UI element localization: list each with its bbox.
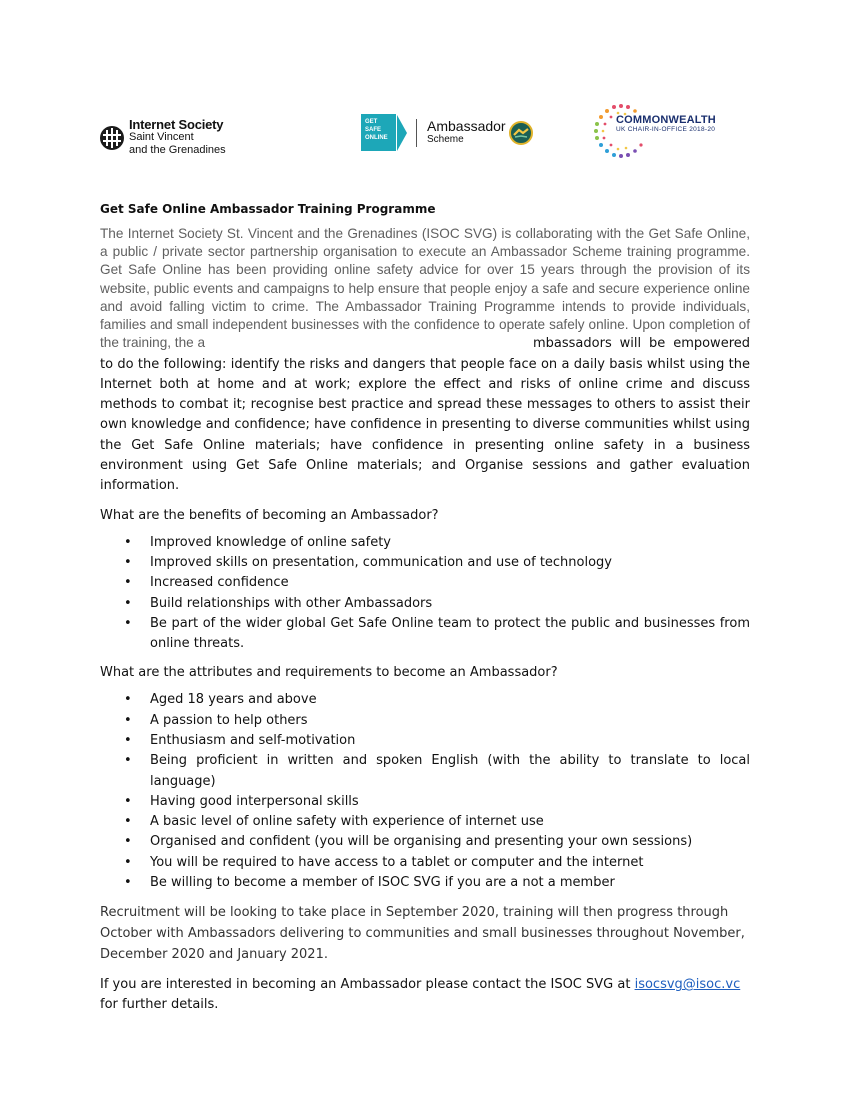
intro-paragraph-lead: The Internet Society St. Vincent and the Grenadines (ISOC SVG) is collaborating with the Get Safe Online, a public / private sector partnership organisation to execute an Ambassador Scheme training programme. Get Safe Online has been providing online safety advice for over 15 years through the provision of its website, public events and campaigns to help ensure that people enjoy a safe and secure experience online and avoid falling victim to crime. The Ambassador Training Programme intends to provide individuals, families and small independent businesses with the confidence to operate safely online. Upon completion of the training, the a <box>100 226 750 351</box>
list-item: • You will be required to have access to a tablet or computer and the internet <box>124 854 644 870</box>
recruitment-paragraph: Recruitment will be looking to take place in September 2020, training will then progress through October with Ambassadors delivering to communities and small businesses throughout November, December 2020 and January 2021. <box>100 905 745 962</box>
list-item: • Being proficient in written and spoken English (with the ability to translate to local language) <box>124 753 750 789</box>
benefits-question: What are the benefits of becoming an Ambassador? <box>100 507 439 523</box>
commonwealth-wordmark: COMMONWEALTH UK CHAIR-IN-OFFICE 2018-20 <box>616 114 716 133</box>
list-item: • Having good interpersonal skills <box>124 793 359 809</box>
get-safe-online-ambassador-logo <box>361 114 533 151</box>
contact-paragraph: If you are interested in becoming an Ambassador please contact the ISOC SVG at isocsvg@isoc.vc for further details. <box>100 977 741 1013</box>
benefits-list <box>100 533 750 655</box>
ambassador-wordmark: Ambassador Scheme <box>427 117 506 145</box>
logo-header <box>0 98 850 168</box>
requirements-question: What are the attributes and requirements to become an Ambassador? <box>100 665 558 681</box>
email-link[interactable]: isocsvg@isoc.vc <box>634 977 741 993</box>
list-item: • Be willing to become a member of ISOC SVG if you are a not a member <box>124 875 615 891</box>
handshake-badge-icon <box>509 121 533 145</box>
page-title: Get Safe Online Ambassador Training Programme <box>100 202 436 216</box>
list-item: • Be part of the wider global Get Safe Online team to protect the public and businesses from online threats. <box>124 615 750 652</box>
requirements-list <box>100 690 750 893</box>
globe-icon <box>99 125 125 151</box>
list-item: • Enthusiasm and self-motivation <box>124 732 356 748</box>
isoc-wordmark: Internet Society Saint Vincent and the Grenadines <box>129 117 226 156</box>
chevron-right-icon <box>397 115 407 151</box>
document-body <box>100 202 750 1015</box>
isoc-logo <box>99 118 226 157</box>
list-item: • Improved skills on presentation, communication and use of technology <box>124 554 613 570</box>
divider <box>416 119 417 147</box>
intro-paragraph-tail: mbassadors will be empowered to do the following: identify the risks and dangers that people face on a daily basis whilst using the Internet both at home and at work; explore the effect and risks of online crime and discuss methods to combat it; recognise best practice and spread these messages to others to assist their own knowledge and confidence; have confidence in presenting to diverse communities whilst using the Get Safe Online materials; have confidence in presenting online safety in a business environment using Get Safe Online materials; and Organise sessions and gather evaluation information. <box>100 336 750 494</box>
get-safe-online-badge: GET SAFE ONLINE <box>361 114 396 151</box>
list-item: • Increased confidence <box>124 575 289 591</box>
list-item: • Improved knowledge of online safety <box>124 534 391 550</box>
list-item: • Aged 18 years and above <box>124 692 317 708</box>
list-item: • A basic level of online safety with experience of internet use <box>124 814 544 830</box>
list-item: • A passion to help others <box>124 712 308 728</box>
commonwealth-logo <box>590 100 716 162</box>
list-item: • Organised and confident (you will be organising and presenting your own sessions) <box>124 834 693 850</box>
list-item: • Build relationships with other Ambassadors <box>124 595 433 611</box>
